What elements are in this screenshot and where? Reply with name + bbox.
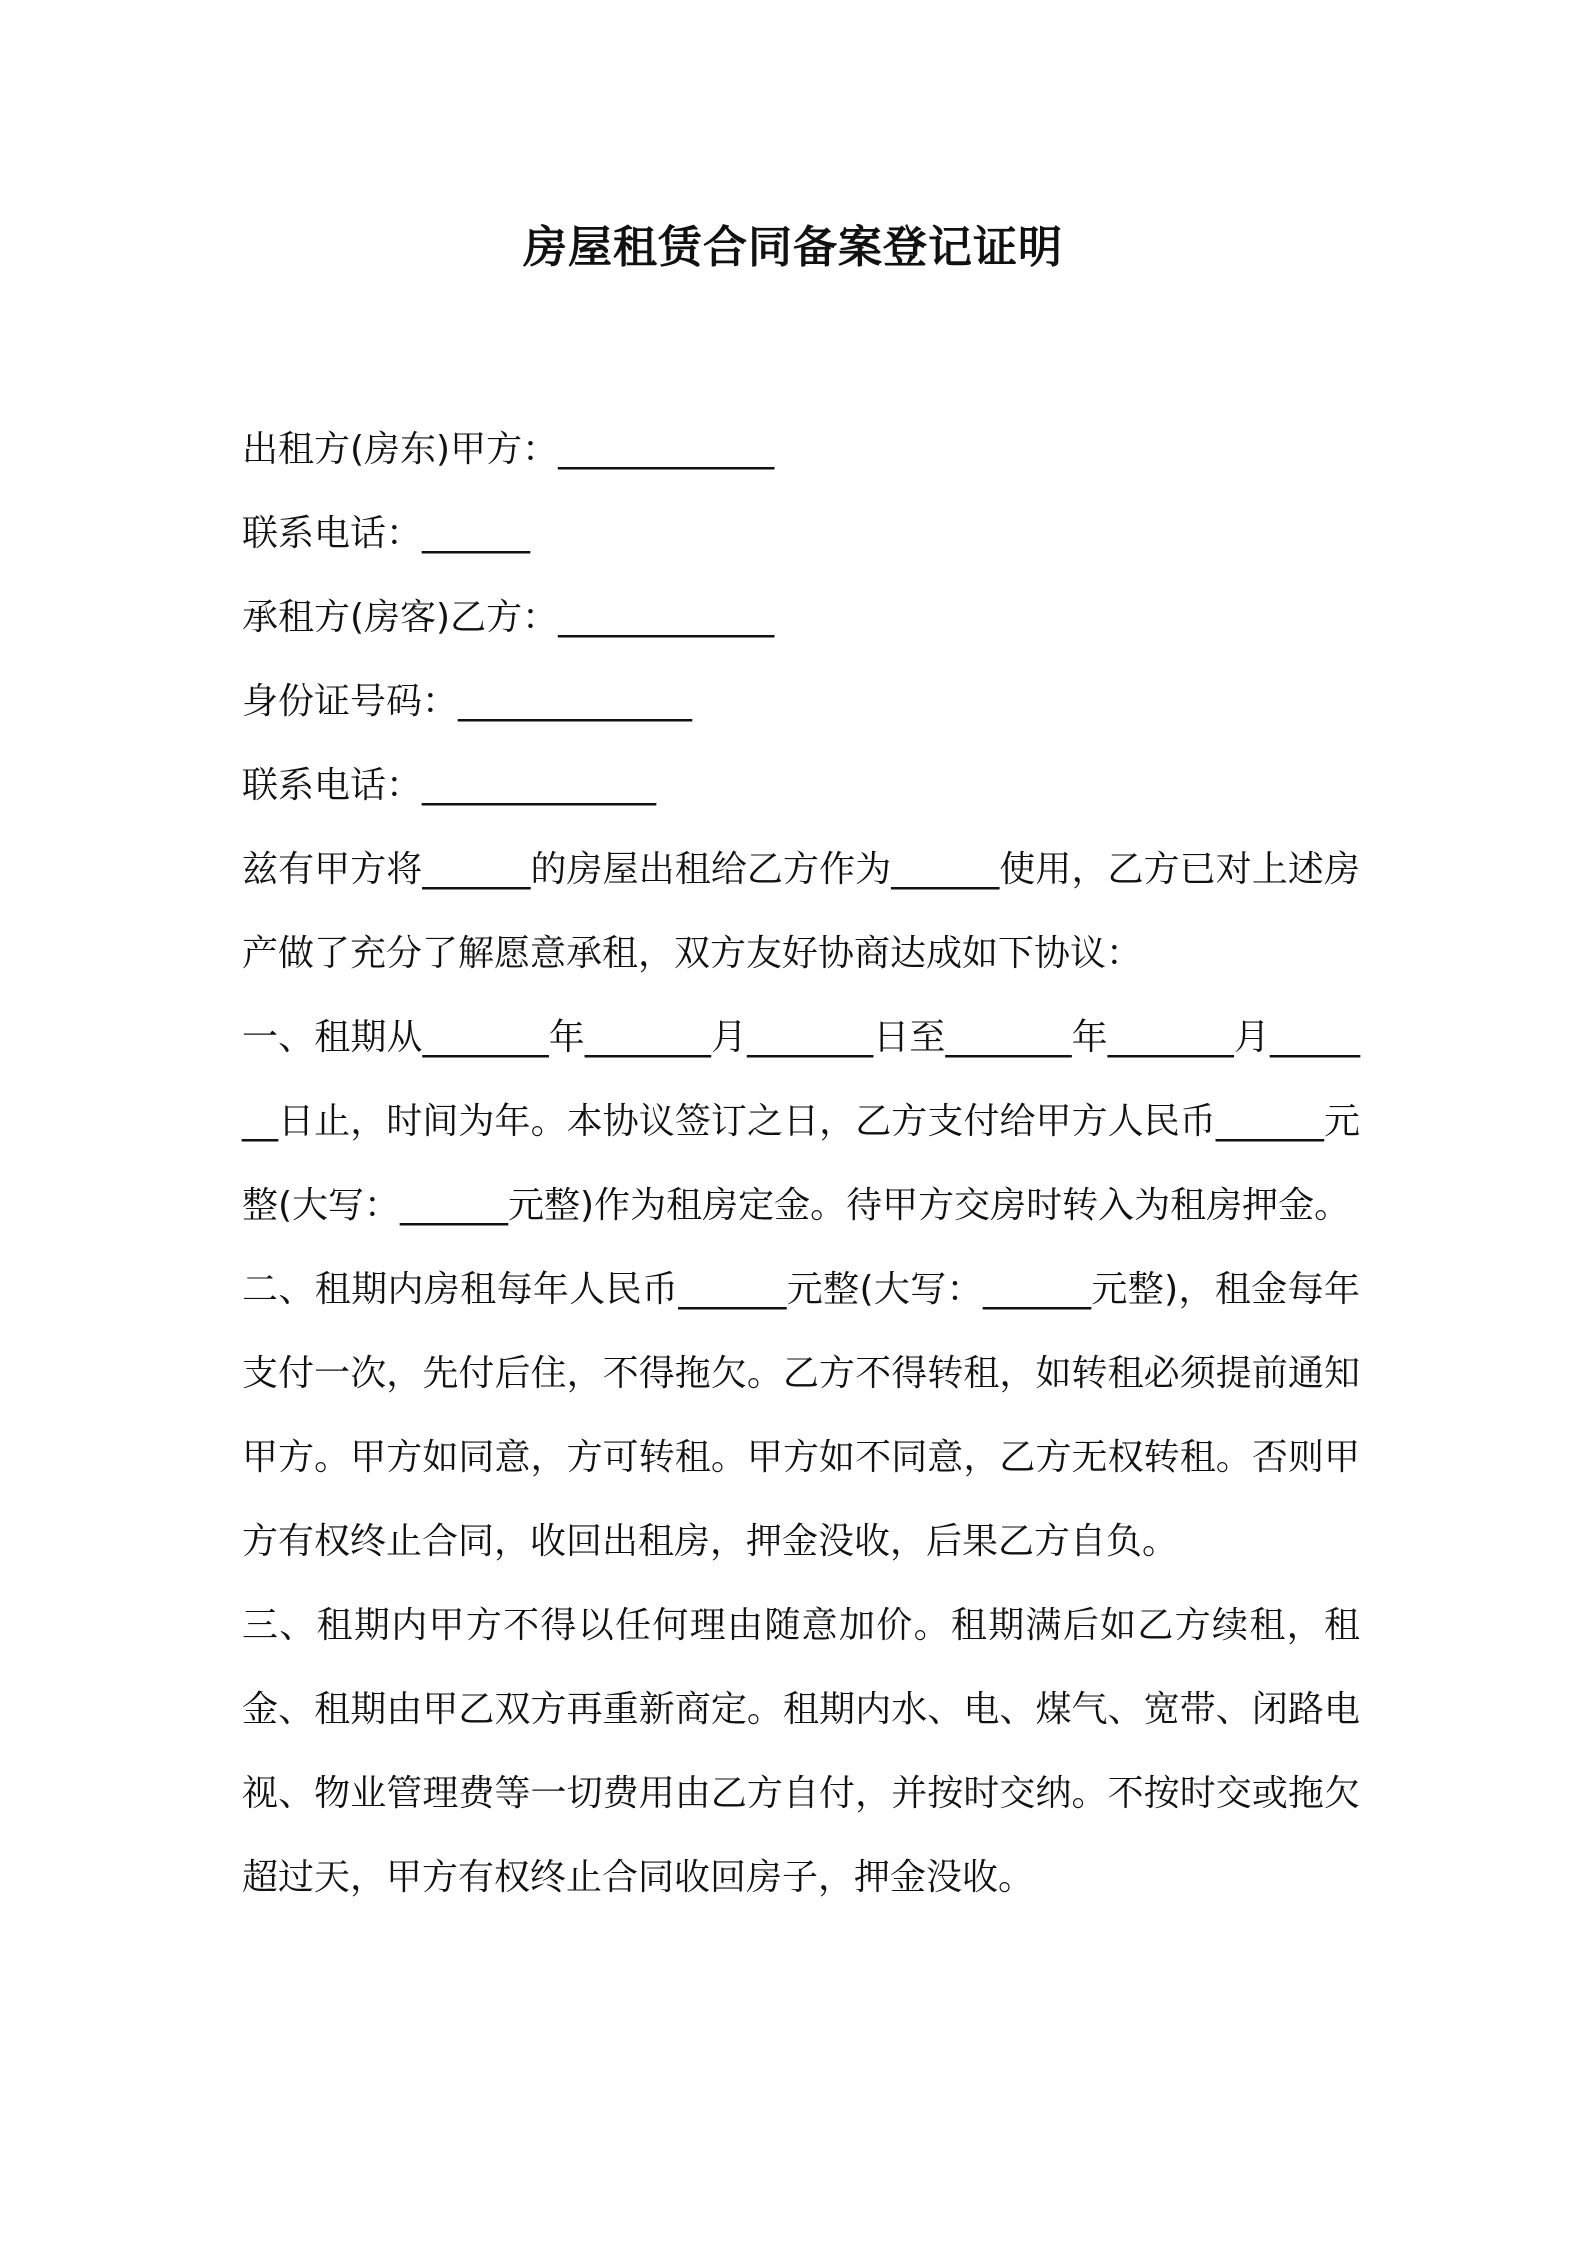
tenant-field: 承租方(房客)乙方：____________ <box>242 597 775 638</box>
landlord-phone-field: 联系电话：______ <box>242 513 531 554</box>
tenant-phone-field: 联系电话：_____________ <box>242 765 657 806</box>
document-title: 房屋租赁合同备案登记证明 <box>523 222 1063 273</box>
tenant-id-number-field: 身份证号码：_____________ <box>242 681 693 722</box>
clause-1-paragraph: 一、租期从_______年_______月_______日至_______年_______月_______日止，时间为年。本协议签订之日，乙方支付给甲方人民币______元整(大写：______元整)作为租房定金。待甲方交房时转入为租房押金。 <box>242 1017 1360 1226</box>
clause-3-paragraph: 三、租期内甲方不得以任何理由随意加价。租期满后如乙方续租，租金、租期由甲乙双方再重新商定。租期内水、电、煤气、宽带、闭路电视、物业管理费等一切费用由乙方自付，并按时交纳。不按时交或拖欠超过天，甲方有权终止合同收回房子，押金没收。 <box>242 1605 1360 1898</box>
landlord-field: 出租方(房东)甲方：____________ <box>242 429 775 470</box>
intro-paragraph: 兹有甲方将______的房屋出租给乙方作为______使用，乙方已对上述房产做了充分了解愿意承租，双方友好协商达成如下协议： <box>242 849 1360 974</box>
document-body <box>242 408 1360 1920</box>
clause-2-paragraph: 二、租期内房租每年人民币______元整(大写：______元整)，租金每年支付一次，先付后住，不得拖欠。乙方不得转租，如转租必须提前通知甲方。甲方如同意，方可转租。甲方如不同意，乙方无权转租。否则甲方有权终止合同，收回出租房，押金没收，后果乙方自负。 <box>242 1269 1360 1562</box>
